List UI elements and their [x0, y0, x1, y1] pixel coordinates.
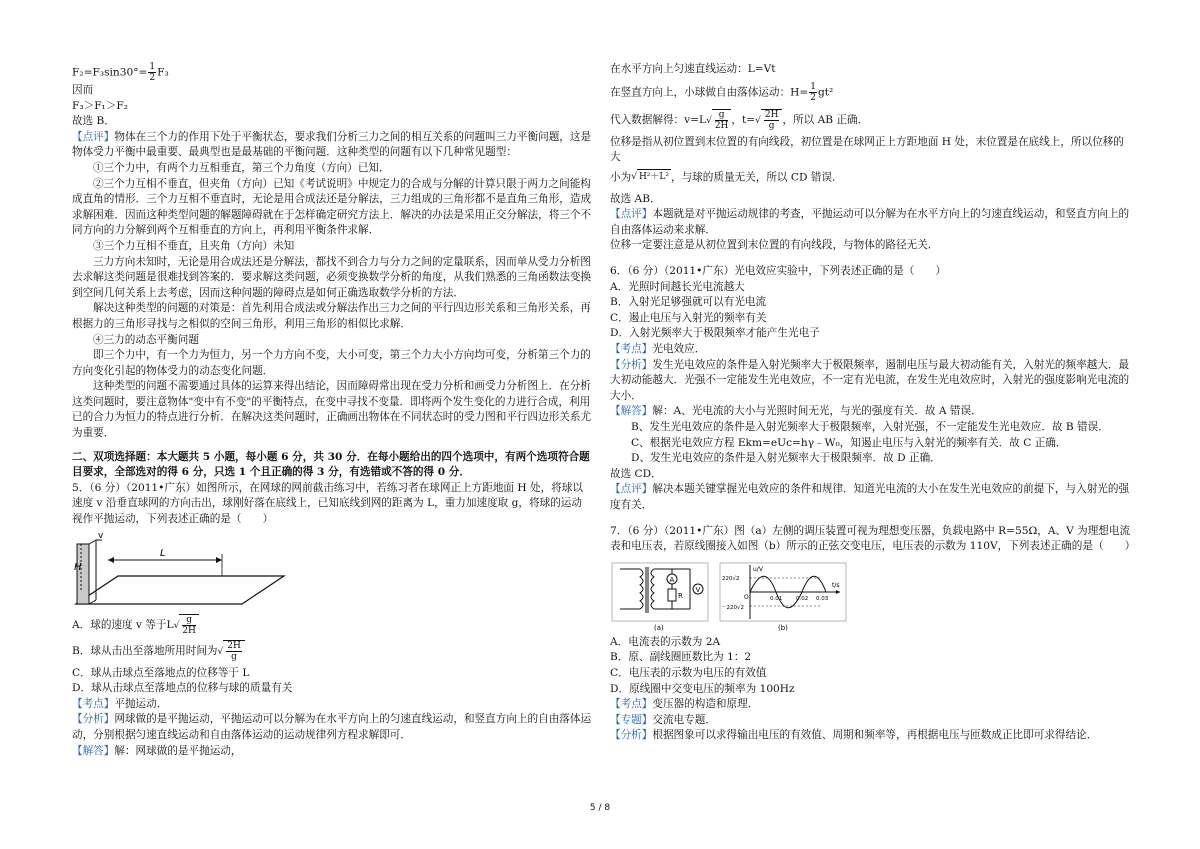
jieda	[72, 744, 592, 760]
jieda-tag: 【解答】	[610, 405, 653, 418]
resistor-label: R	[678, 591, 683, 600]
dianping-text: 解决本题关键掌握光电效应的条件和规律．知道光电流的大小在发生光电效应的前提下，与入射光的强度有关．	[610, 483, 1130, 511]
origin: O	[744, 593, 749, 601]
case-4-strategy: 这种类型的问题不需要通过具体的运算来得出结论，因而障碍常出现在受力分析和画受力分析图上．在分析这类问题时，要注意物体"变中有不变"的平衡特点，在变中寻找不变量．即将两个发生变化的力进行合成，利用已的合力为恒力的特点进行分析．在解决这类问题时，正确画出物体在不同状态时的受力图和平行四边形关系尤为重要．	[72, 380, 592, 440]
fenxi-text: 网球做的是平抛运动，平抛运动可以分解为在水平方向上的匀速直线运动，和竖直方向上的自由落体运动，分别根据匀速直线运动和自由落体运动的运动规律列方程求解即可．	[72, 713, 592, 741]
q6-jieda-c: C、根据光电效应方程 Ekm=eUc=hγ﹣W₀，知遏止电压与入射光的频率有关．故 C 正确．	[631, 436, 1067, 449]
kaodian-tag: 【考点】	[610, 698, 653, 711]
fenxi-tag: 【分析】	[610, 729, 653, 742]
radicand: H²＋L²	[637, 169, 671, 186]
displacement-note: 位移一定要注意是从初位置到末位置的有向线段，与物体的路径无关．	[610, 239, 939, 252]
q7-option-a: A．电流表的示数为 2A	[610, 635, 721, 648]
frac-den: 2H	[714, 120, 729, 131]
inequality: F₃＞F₁＞F₂	[72, 99, 128, 112]
right-column	[610, 62, 1136, 744]
fraction	[809, 82, 817, 103]
sqrt: √ $\frac{2H}{g}$	[218, 640, 245, 662]
frac-num: g	[182, 615, 196, 626]
kaodian	[72, 697, 592, 713]
opt-b-text: B．球从击出至落地所用时间为	[72, 644, 218, 657]
tick-neg: －220√2	[721, 604, 745, 611]
question-7: 7．（6 分）（2011•广东）图（a）左侧的调压装置可视为理想变压器，负载电路中 R=55Ω，A、V 为理想电流表和电压表，若原线圈接入如图（b）所示的正弦交变电压，电压表的示数为 110V，下列表述正确的是（ ）	[610, 524, 1136, 553]
label-v: v	[98, 530, 104, 541]
q6-jieda	[610, 404, 1132, 420]
jieda-text: 解：网球做的是平抛运动，	[114, 744, 242, 757]
ammeter-label: A	[669, 575, 675, 584]
kaodian-text: 平抛运动．	[114, 697, 168, 710]
voltmeter-label: V	[695, 585, 701, 594]
q7-fenxi	[610, 728, 1132, 744]
frac-num: 1	[810, 81, 816, 92]
case-4: ④三力的动态平衡问题	[93, 333, 199, 346]
disp-text-2: ，与球的质量无关，所以 CD 错误．	[670, 171, 843, 184]
case-3: ③三个力互相不垂直，且夹角（方向）未知	[93, 239, 295, 252]
answer-line: 故选 B．	[72, 115, 115, 128]
q6-answer: 故选 CD．	[610, 467, 662, 480]
q7-kaodian	[610, 697, 1132, 713]
transformer-figure	[610, 557, 850, 633]
substitution	[610, 109, 1132, 131]
kaodian-tag: 【考点】	[610, 343, 653, 356]
page-number: 5 / 8	[589, 803, 611, 813]
option-a	[72, 614, 592, 636]
displacement-text: 位移是指从初位置到末位置的有向线段，初位置是在球网正上方距地面 H 处，末位置是在底线上，所以位移的大	[610, 135, 1124, 164]
equation-f2	[72, 62, 592, 83]
q6-option-b: B．入射光足够强就可以有光电流	[610, 296, 767, 309]
eq-text: F₂=F₃sin30°=	[72, 66, 148, 79]
frac-den: 2	[810, 92, 816, 103]
case-2: ②三个力互相不垂直，但夹角（方向）已知《考试说明》中规定力的合成与分解的计算只限于两力之间能构成直角的情形．三个力互相不垂直时，无论是用合成法还是分解法，三力组成的三角形都不是直角三角形，造成求解困难．因而这种类型问题的解题障碍就在于怎样确定研究方法上．解决的办法是采用正交分解法，将三个不同方向的力分解到两个互相垂直的方向上，再利用平衡条件求解．	[72, 177, 592, 237]
q6-fenxi	[610, 358, 1132, 405]
horizontal-motion: 在水平方向上匀速直线运动：L=Vt	[610, 63, 776, 75]
net	[77, 544, 89, 604]
dianping	[610, 207, 1132, 238]
section-heading: 二、双项选择题：本大题共 5 小题，每小题 6 分，共 30 分．在每小题给出的四个选项中，有两个选项符合题目要求，全部选对的得 6 分，只选 1 个且正确的得 3 分，有选错或不答的得 0 分．	[72, 450, 590, 479]
frac-num: 2H	[764, 109, 779, 120]
fraction	[148, 62, 156, 83]
kaodian-text: 光电效应．	[652, 343, 706, 356]
q6-option-d: D．入射光频率大于极限频率才能产生光电子	[610, 327, 820, 340]
q7-option-d: D．原线圈中交变电压的频率为 100Hz	[610, 682, 795, 695]
tennis-court-figure	[72, 530, 292, 612]
graph-b	[720, 563, 846, 632]
eq-tail: F₃	[157, 66, 169, 79]
jieda-tag: 【解答】	[72, 744, 115, 757]
vertical-motion	[610, 82, 1132, 103]
tick-t3: 0.03	[816, 595, 829, 602]
label-H: H	[74, 561, 82, 573]
tick-pos: 220√2	[722, 575, 740, 582]
frac-den: g	[231, 651, 237, 662]
sqrt: √ $\frac{g}{2H}$	[174, 614, 199, 636]
question-5: 5．（6 分）（2011•广东）如图所示，在网球的网前截击练习中，若练习者在球网正上方距地面 H 处，将球以速度 v 沿垂直球网的方向击出，球刚好落在底线上，已知底线到网的距离为 L，重力加速度取 g，将球的运动视作平抛运动，下列表述正确的是（ ）	[72, 481, 583, 526]
fenxi-tag: 【分析】	[72, 713, 115, 726]
disp-text-1: 小为	[610, 171, 632, 184]
answer-ab: 故选 AB．	[610, 192, 661, 205]
q6-dianping	[610, 482, 1132, 513]
case-3-strategy: 解决这种类型的问题的对策是：首先利用合成法或分解法作出三力之间的平行四边形关系和三角形关系，再根据力的三角形寻找与之相似的空间三角形，利用三角形的相似比求解．	[72, 302, 591, 330]
sqrt: √ H²＋L²	[631, 169, 671, 186]
frac-den: g	[768, 120, 775, 131]
left-column	[72, 62, 592, 759]
fenxi	[72, 712, 592, 743]
q7-option-b: B．原、副线圈匝数比为 1：2	[610, 651, 752, 664]
court-plane	[76, 576, 284, 604]
opt-a-text: A．球的速度 v 等于	[72, 618, 167, 631]
zhuanti-tag: 【专题】	[610, 713, 653, 726]
q7-zhuanti	[610, 713, 1132, 729]
dianping-tag: 【点评】	[610, 483, 653, 496]
tick-t1: 0.01	[770, 595, 783, 602]
option-d: D．球从击球点至落地点的位移与球的质量有关	[72, 682, 293, 695]
q6-option-a: A．光照时间越长光电流越大	[610, 280, 745, 293]
option-c: C．球从击球点至落地点的位移等于 L	[72, 666, 250, 679]
kaodian-tag: 【考点】	[72, 697, 115, 710]
frac-num: g	[715, 110, 729, 121]
sub-text-1: 代入数据解得：v=L	[610, 113, 707, 126]
fenxi-text: 根据图象可以求得输出电压的有效值、周期和频率等，再根据电压与匝数成正比即可求得结论．	[652, 729, 1098, 742]
sqrt: √ $\frac{g}{2H}$	[706, 109, 731, 131]
review-text: 物体在三个力的作用下处于平衡状态，要求我们分析三力之间的相互关系的问题叫三力平衡问题，这是物体受力平衡中最重要、最典型也是最基础的平衡问题．这种类型的问题有以下几种常见题型：	[72, 130, 592, 159]
vm-text: 在竖直方向上，小球做自由落体运动：H=	[610, 86, 809, 99]
q6-option-c: C．遏止电压与入射光的频率有关	[610, 311, 767, 324]
kaodian-text: 变压器的构造和原理．	[652, 698, 759, 711]
case-1: ①三个力中，有两个力互相垂直，第三个力角度（方向）已知．	[93, 161, 390, 174]
sub-text-2: ，t=	[731, 113, 756, 126]
axis-t: t/s	[832, 581, 840, 589]
zhuanti-text: 交流电专题．	[652, 713, 716, 726]
q6-jieda-b: B、发生光电效应的条件是入射光频率大于极限频率，入射光强，不一定能发生光电效应．故 B 错误．	[631, 420, 1109, 433]
label-b: (b)	[778, 623, 788, 632]
review-tag: 【点评】	[72, 130, 115, 143]
dianping-tag: 【点评】	[610, 208, 653, 221]
label-L: L	[160, 547, 166, 559]
q7-option-c: C．电压表的示数为电压的有效值	[610, 666, 767, 679]
circuit-a	[612, 563, 708, 632]
frac-num: 1	[149, 62, 156, 72]
fenxi-text: 发生光电效应的条件是入射光频率大于极限频率，遏制电压与最大初动能有关，入射光的频率越大．最大初动能越大．光强不一定能发生光电效应，不一定有光电流，在发生光电效应时，入射光的强度影响光电流的大小．	[610, 358, 1130, 402]
fenxi-tag: 【分析】	[610, 358, 653, 371]
sqrt: √ $\frac{2H}{g}$	[755, 109, 782, 131]
therefore-text: 因而	[72, 84, 94, 96]
q6-jieda-d: D、发生光电效应的条件是入射光频率大于极限频率．故 D 正确．	[631, 452, 941, 465]
opt-a-L: L	[166, 618, 174, 631]
frac-num: 2H	[227, 640, 241, 651]
case-4-detail: 即三个力中，有一个力为恒力，另一个力方向不变，大小可变，第三个力大小方向均可变，分析第三个力的方向变化引起的物体受力的动态变化问题．	[72, 349, 591, 377]
case-3-detail: 三力方向未知时，无论是用合成法还是分解法，都找不到合力与分力之间的定量联系，因而单从受力分析图去求解这类问题是很难找到答案的．要求解这类问题，必须变换数学分析的角度，从我们熟悉的三角函数法变换到空间几何关系上去考虑，因而这种问题的障碍点是如何正确选取数学分析的方法．	[72, 255, 592, 299]
option-b	[72, 640, 592, 662]
sub-text-3: ，所以 AB 正确．	[782, 113, 869, 126]
review-paragraph	[72, 130, 592, 161]
dianping-text: 本题就是对平抛运动规律的考查，平抛运动可以分解为在水平方向上的匀速直线运动，和竖直方向上的自由落体运动来求解．	[610, 208, 1130, 236]
jieda-text: 解：A、光电流的大小与光照时间无光，与光的强度有关．故 A 错误．	[652, 405, 982, 418]
axis-u: u/V	[753, 565, 763, 573]
question-6: 6．（6 分）（2011•广东）光电效应实验中，下列表述正确的是（ ）	[610, 265, 947, 278]
vm-tail: gt²	[817, 86, 834, 99]
q6-kaodian	[610, 342, 1132, 358]
displacement-magnitude	[610, 169, 1132, 186]
label-a: (a)	[654, 623, 664, 632]
frac-den: 2	[149, 73, 156, 83]
frac-den: 2H	[182, 625, 196, 636]
tick-t2: 0.02	[796, 595, 809, 602]
